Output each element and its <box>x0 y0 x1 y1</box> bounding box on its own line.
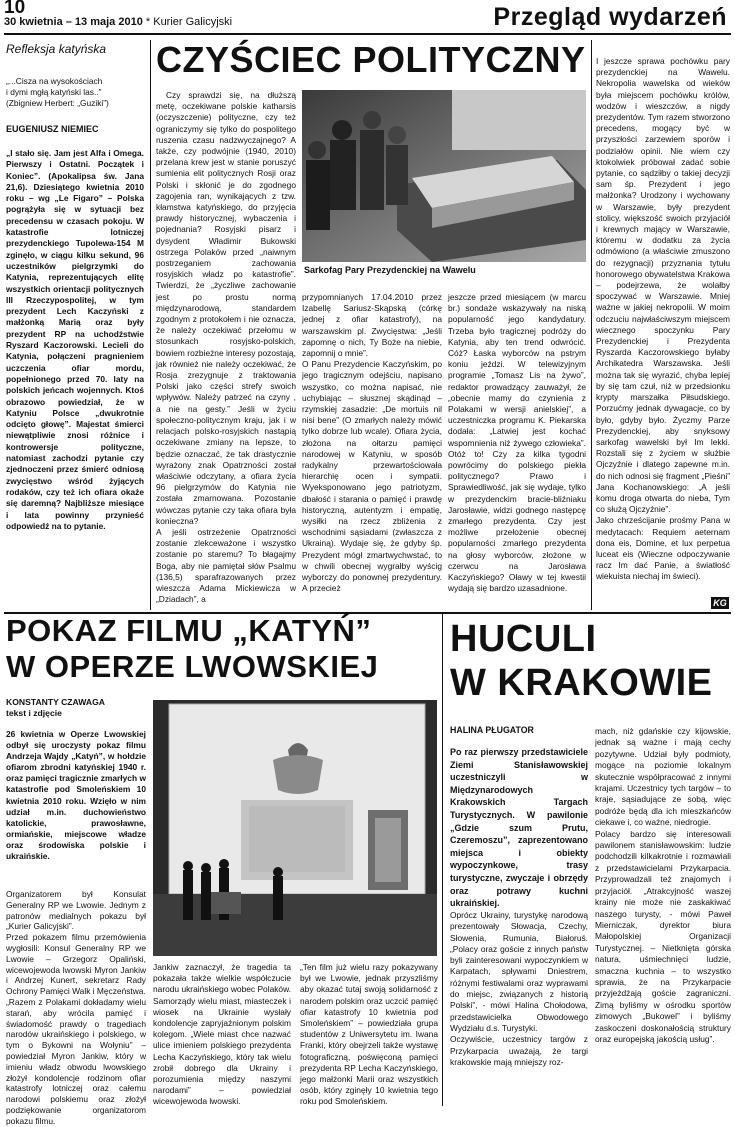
article-lead: „I stało się. Jam jest Alfa i Omega. Pierwszy i Ostatni. Początek i Koniec”. (Apokalipsa św. Jana 21,6). Dziesiątego kwietnia 2010 roku – wg „Le Figaro” – Polska pogrążyła się w sytuacji bez precedensu w czasach pokoju. W katastrofie lotniczej prezydenckiego Tupolewa-154 M zginęło, w ciągu kilku sekund, 96 uczestników pielgrzymki do Katynia, reprezentujących elitę wszystkich orientacji politycznych III Rzeczypospolitej, w tym prezydent Lech Kaczyński z małżonką Marią oraz były prezydent RP na uchodźstwie Ryszard Kaczorowski. Lecieli do Katynia, połączeni pragnieniem uczczenia ofiar mordu, popełnionego przed 70. laty na polskich jeńcach wojennych. Ktoś obrazowo powiedział, że w Katyniu Polsce „dwukrotnie odcięto głowę”. Majestat śmierci niewątpliwie znosi różnice i kontrowersje polityczne, natomiast zachodzi pytanie czy zjednoczeni przez śmierć odniosą zwycięstwo wśród żyjących rodaków, czy też ich ofiara okaże się daremną? Najbliższe miesiące i lata powinny przynieść odpowiedź na to pytanie. <box>6 148 144 531</box>
photo-caption: Sarkofag Pary Prezydenckiej na Wawelu <box>304 265 476 275</box>
issue-date: 30 kwietnia – 13 maja 2010 <box>4 16 143 28</box>
article3-title-line1: HUCULI <box>450 618 597 660</box>
article-body-col2: Czy sprawdzi się, na dłuższą metę, oczekiwane polskie katharsis (oczyszczenie) polityczne, czy też ograniczymy się tylko do pospolitego ruszenia czasu nadzwyczajnego? A także, czy podwójnie (1940, 2010) przelana krew jest w stanie poruszyć sumienia elit politycznych Rosji oraz Polski i skłonić je do zgodnego zagojenia ran, wynikających z tzw. kłamstwa katyńskiego, do przyjęcia prawdy historycznej, wybaczenia i pojednania? Rosyjski pisarz i dysydent Władimir Bukowski ostrzega Polaków przed „naiwnym postrzeganiem zachowania rosyjskich władz po katastrofie”. Twierdzi, że „życzliwe zachowanie jest po prostu normą międzynarodową, standardem zgodnym z protokołem i nie oznacza, że należy oczekiwać przełomu w stosunkach rosyjsko-polskich, bowiem rozbieżne interesy pozostają, jak również nie należy oczekiwać, że Rosja zrezygnuje z traktowania Polski jako części strefy swoich wpływów. Należy patrzeć na czyny , a nie na gesty.” Jeśli w życiu społeczno-politycznym kraju, jak i w relacjach polsko-rosyjskich nastąpią oczekiwane zmiany na lepsze, to będzie oznaczać, że tak drastycznie wyrażony znak Opatrzności został właściwie odczytany, a ofiara życia 96 pielgrzymów do Katynia nie została zmarnowana. Pozostanie wówczas pytanie czy taka ofiara była konieczna? A jeśli ostrzeżenie Opatrzności zostanie zlekceważone i wszystko zostanie po staremu? To błagajmy Boga, aby nie pamiętał słów Psalmu (136,5) sparafrazowanych przez wieszcza Adama Mickiewicza w „Dziadach”, a <box>156 90 296 605</box>
article3-title-line2: W KRAKOWIE <box>450 662 713 704</box>
article-rubric: Refleksja katyńska <box>6 42 107 56</box>
article2-author-note: tekst i zdjęcie <box>6 708 62 718</box>
article3-body-col2: mach, niż gdańskie czy kijowskie, jednak są ważne i mają cechy pozytywne. Udział były podmioty, mogące na poziomie lokalnym skutecznie współpracować z innymi krajami. Uczestnicy tych targów – to kraje, sąsiadujące ze sobą, więc podróże będą dla ich mieszkańców ciekawe i, co ważne, niedrogie. Polacy bardzo się interesowali pawilonem stanisławowskim: ludzie podchodzili kilkakrotnie i rozmawiali z przedstawicielami Przykarpacia. Przyprowadzali też znajomych i przyjaciół. „Atrakcyjność waszej krainy nie może nie zaskakiwać naszego turysty, - mówi Paweł Mierniczak, dyrektor biura Małopolskiej Organizacji Turystycznej. – Nietknięta górska natura, uśmiechnięci ludzie, smaczna kuchnia – to wszystko sprawia, że na Przykarpacie przyjeżdżają goście zagraniczni. Zimą byliśmy w ośrodku sportów zimowych „Bukowel” i byliśmy zaskoczeni doskonałością struktury oraz europejską jakością usług”. <box>595 726 731 1044</box>
article-body-col5: I jeszcze sprawa pochówku pary prezydenckiej na Wawelu. Nekropolia wawelska od wieków była miejscem pochówku królów, wodzów i wieszczów, a nigdy prezydentów. Tym razem stworzono precedens, mogący być w przyszłości zarzewiem sporów i podziałów opinii. Nie wiem czy ktokolwiek próbował zadać sobie pytanie, co sądziłby o takiej decyzji sam śp. Prezydent i jego małżonka? Urodzony i wychowany w Warszawie, były prezydent stolicy, większość swoich przyjaciół i krewnych mający w Warszawie, któremu w dodatku za życia odmówiono (a właściwie zmuszono do rezygnacji) przyznania tytułu honorowego obywatelstwa Krakowa – podejrzewa, że wolałby spoczywać w Warszawie. Mniej ważne w jakiej nekropolii. W moim odczuciu najwłaściwszym miejscem wiecznego spoczynku Pary Prezydenckiej i Prezydenta Ryszarda Kaczorowskiego byłaby Archikatedra Warszawska. Jeśli można tak się wyrazić, chyba lepiej by się tam czuł, niż w przedsionku krypty marszałka Piłsudskiego. Porzućmy jednak dywagacje, co by było, gdyby było. Życzmy Parze Prezydenckiej, aby snyksowy sarkofag wawelski był Im lekki. Rozstali się z życiem w służbie Ojczyźnie i dlatego zapewne m.in. do nich odnosi się fragment „Pieśni” Jana Kochanowskiego: „A jeśli komu droga otwarta do nieba, Tym co służą Ojczyźnie”. Jako chrześcijanie prośmy Pana w medytacach: Requiem aeternam dona eis, Domine, et lux perpetua luceat eis (Wieczne odpoczywanie racz Im dać Panie, a światłość wiekuista niechaj im świeci). <box>596 56 730 582</box>
header-rule <box>4 33 731 35</box>
section-title: Przegląd wydarzeń <box>493 3 727 31</box>
publication-name: * Kurier Galicyjski <box>145 16 233 28</box>
article3-body-col1: Oprócz Ukrainy, turystykę narodową prezentowały Słowacja, Czechy, Słowenia, Rumunia, Białoruś. „Polacy oraz goście z innych państw byli zainteresowani wypoczynkiem w Karpatach, spływami Dniestrem, różnymi festiwalami oraz wyprawami do miejsc, związanych z historią Polski”, - mówi Halina Chołodowa, przedstawicielka Obwodowego Wydziału d.s. Turystyki. Oczywiście, uczestnicy targów z Przykarpacia uważają, że targi krakowskie mają mniejszy roz- <box>450 910 588 1067</box>
article3-author: HALINA PŁUGATOR <box>450 725 534 735</box>
article-body-col3: przypomnianych 17.04.2010 przez Izabellę Sariusz-Skąpską (córkę jednej z ofiar katastrofy), na warszawskim pl. Zwycięstwa: „Jeśli zapomnę o nich, Ty Boże na niebie, zapomnij o mnie”. O Panu Prezydencie Kaczyńskim, po jego tragicznym odejściu, napisano wszystko, co można napisać, nie uchybiając – słusznej skądinąd – rzymskiej zasadzie: „De mortuis nil nisi bene” (O zmarłych należy mówić tylko dobrze lub wcale). Ofiara życia, złożona na ołtarzu pamięci narodowej w Katyniu, w sposób radykalny przewartościowała hierarchię ocen i sympatii. Wyeksponowano jego patriotyzm, dbałość i starania o pamięć i prawdę historyczną, autentyzm i empatię, wysiłki na rzecz zbliżenia z wschodnimi sąsiadami (zwłaszcza z Ukrainą). Wydaje się, że gdyby śp. Prezydent mógł zmartwychwstać, to w chwili obecnej wygrałby wyścig wyborczy do ponownej prezydentury. A przecież <box>302 292 442 594</box>
article3-lead: Po raz pierwszy przedstawiciele Ziemi Stanisławowskiej uczestniczyli w Międzynarodowych Krakowskich Targach Turystycznych. W pawilonie „Gdzie szum Prutu, Czeremoszu”, zaprezentowano miejsca i obiekty wypoczynkowe, trasy turystyczne, zwyczaje i obrzędy oraz potrawy kuchni ukraińskiej. <box>450 747 588 909</box>
article-title: CZYŚCIEC POLITYCZNY <box>156 39 586 80</box>
article2-body-col3: „Ten film już wielu razy pokazywany był we Lwowie, jednak przyszliśmy aby okazać tutaj swoją solidarność z narodem polskim oraz uczcić pamięć ofiar katastrofy 10 kwietnia pod Smoleńskiem” – powiedziała grupa studentów z Uniwersytetu im. Iwana Franki, który obejrzeli także wystawę fotograficzną, poświęconą pamięci prezydenta RP Lecha Kaczyńskiego, jego małżonki Marii oraz wszystkich osób, który zginęły 10 kwietnia tego roku pod Smoleńskiem. <box>300 962 438 1107</box>
article2-body-col2: Jankiw zaznaczył, że tragedia ta pokazała także wielkie współczucie narodu ukraińskiego wobec Polaków. Samorządy wielu miast, miasteczek i wiosek na Ukrainie wysłały kondolencje zapryjaźnionym polskim kolegom. „Wiele miast chce nazwać ulice imieniem polskiego prezydenta Lecha Kaczyńskiego, który tak wielu zrobił dobrego dla Ukrainy i porozumienia między naszymi narodami” – powiedział wicewojewoda lwowski. <box>153 962 291 1107</box>
article2-body-col1: Organizatorem był Konsulat Generalny RP we Lwowie. Jednym z patronów medialnych pokazu był „Kurier Galicyjski”. Przed pokazem filmu przemówienia wygłosili: Konsul Generalny RP we Lwowie – Grzegorz Opaliński, wicewojewoda lwowski Myron Jankiw i Andrzej Kunert, sekretarz Rady Ochrony Pamięci Walk i Męczeństwa. „Razem z Polakami dokładamy wielu starań, aby wrócila pamięć i świadomość prawdy o tragediach narodów ukraińskiego i polskiego, w tym o Bykowni na Wołyniu” – powiedział Myron Jankiw, który w imieniu władz obwodu lwowskiego złożył kondolencje rodzinom ofiar katastrofy lotniczej oraz całemu narodowi polskiemu oraz złożył podziękowanie organizatorom pokazu filmu. <box>6 889 146 1126</box>
article2-author: KONSTANTY CZAWAGA <box>6 697 105 707</box>
opera-photo <box>153 700 437 956</box>
article2-lead: 26 kwietnia w Operze Lwowskiej odbył się uroczysty pokaz filmu Andrzeja Wajdy „Katyń”, w hołdzie ofiarom zbrodni katyńskiej 1940 r. oraz pamięci tragicznie zmarłych w katastrofie pod Smoleńskiem 10 kwietnia 2010 roku. Wzięło w nim udział m.in. duchowieństwo katolickie, prawosławne, ormiańskie, miejscowe władze oraz środowiska polskie i ukraińskie. <box>6 729 146 862</box>
article3-title <box>450 617 730 705</box>
column-divider <box>591 40 592 610</box>
article-body-col4: jeszcze przed miesiącem (w marcu br.) sondaże wskazywały na niską popularność jego kandydatury. Trzeba było tragicznej podróży do Katynia, aby ten trend odwrócić. Cóż? Łaska wyborców na pstrym koniu jeździ. W telewizyjnym programie „Tomasz Lis na żywo”, redaktor prowadzący zauważył, że „obecnie mamy do czynienia z Polakami w wersji anielskiej”, a uczestniczka programu K. Piekarska dodała: „Latwiej jest kochać wspomnienia niż żywego człowieka”. Otóż to! Czy za kilka tygodni powrócimy do polskiego piekła politycznego? Prawo i Sprawiedliwość, jak się wydaje, tylko w prezydenckim bracie-bliźniaku Jarosławie, widzi godnego następcę zmarłego prezydenta. Czy jest możliwe przełożenie obecnej popularności zmarłego prezydenta na głosy wyborców, złożone w czerwcu na Jarosława Kaczyńskiego? Oławy w tej kwestii wydają się bardzo uzasadnione. <box>448 292 586 594</box>
article2-title-line2: W OPERZE LWOWSKIEJ <box>6 649 379 684</box>
page-number: 10 <box>4 0 26 18</box>
column-divider <box>442 614 443 1106</box>
end-mark-logo: KG <box>711 597 729 609</box>
article2-title-line1: POKAZ FILMU „KATYŃ” <box>6 613 372 648</box>
article2-title <box>6 613 438 685</box>
column-divider <box>150 40 151 610</box>
epigraph: „...Cisza na wysokościach i dymi mgłą katyński las..” (Zbigniew Herbert: „Guziki”) <box>6 76 109 109</box>
sarcophagus-photo <box>302 90 586 262</box>
issue-dateline <box>4 16 232 28</box>
article-author: EUGENIUSZ NIEMIEC <box>6 124 99 134</box>
